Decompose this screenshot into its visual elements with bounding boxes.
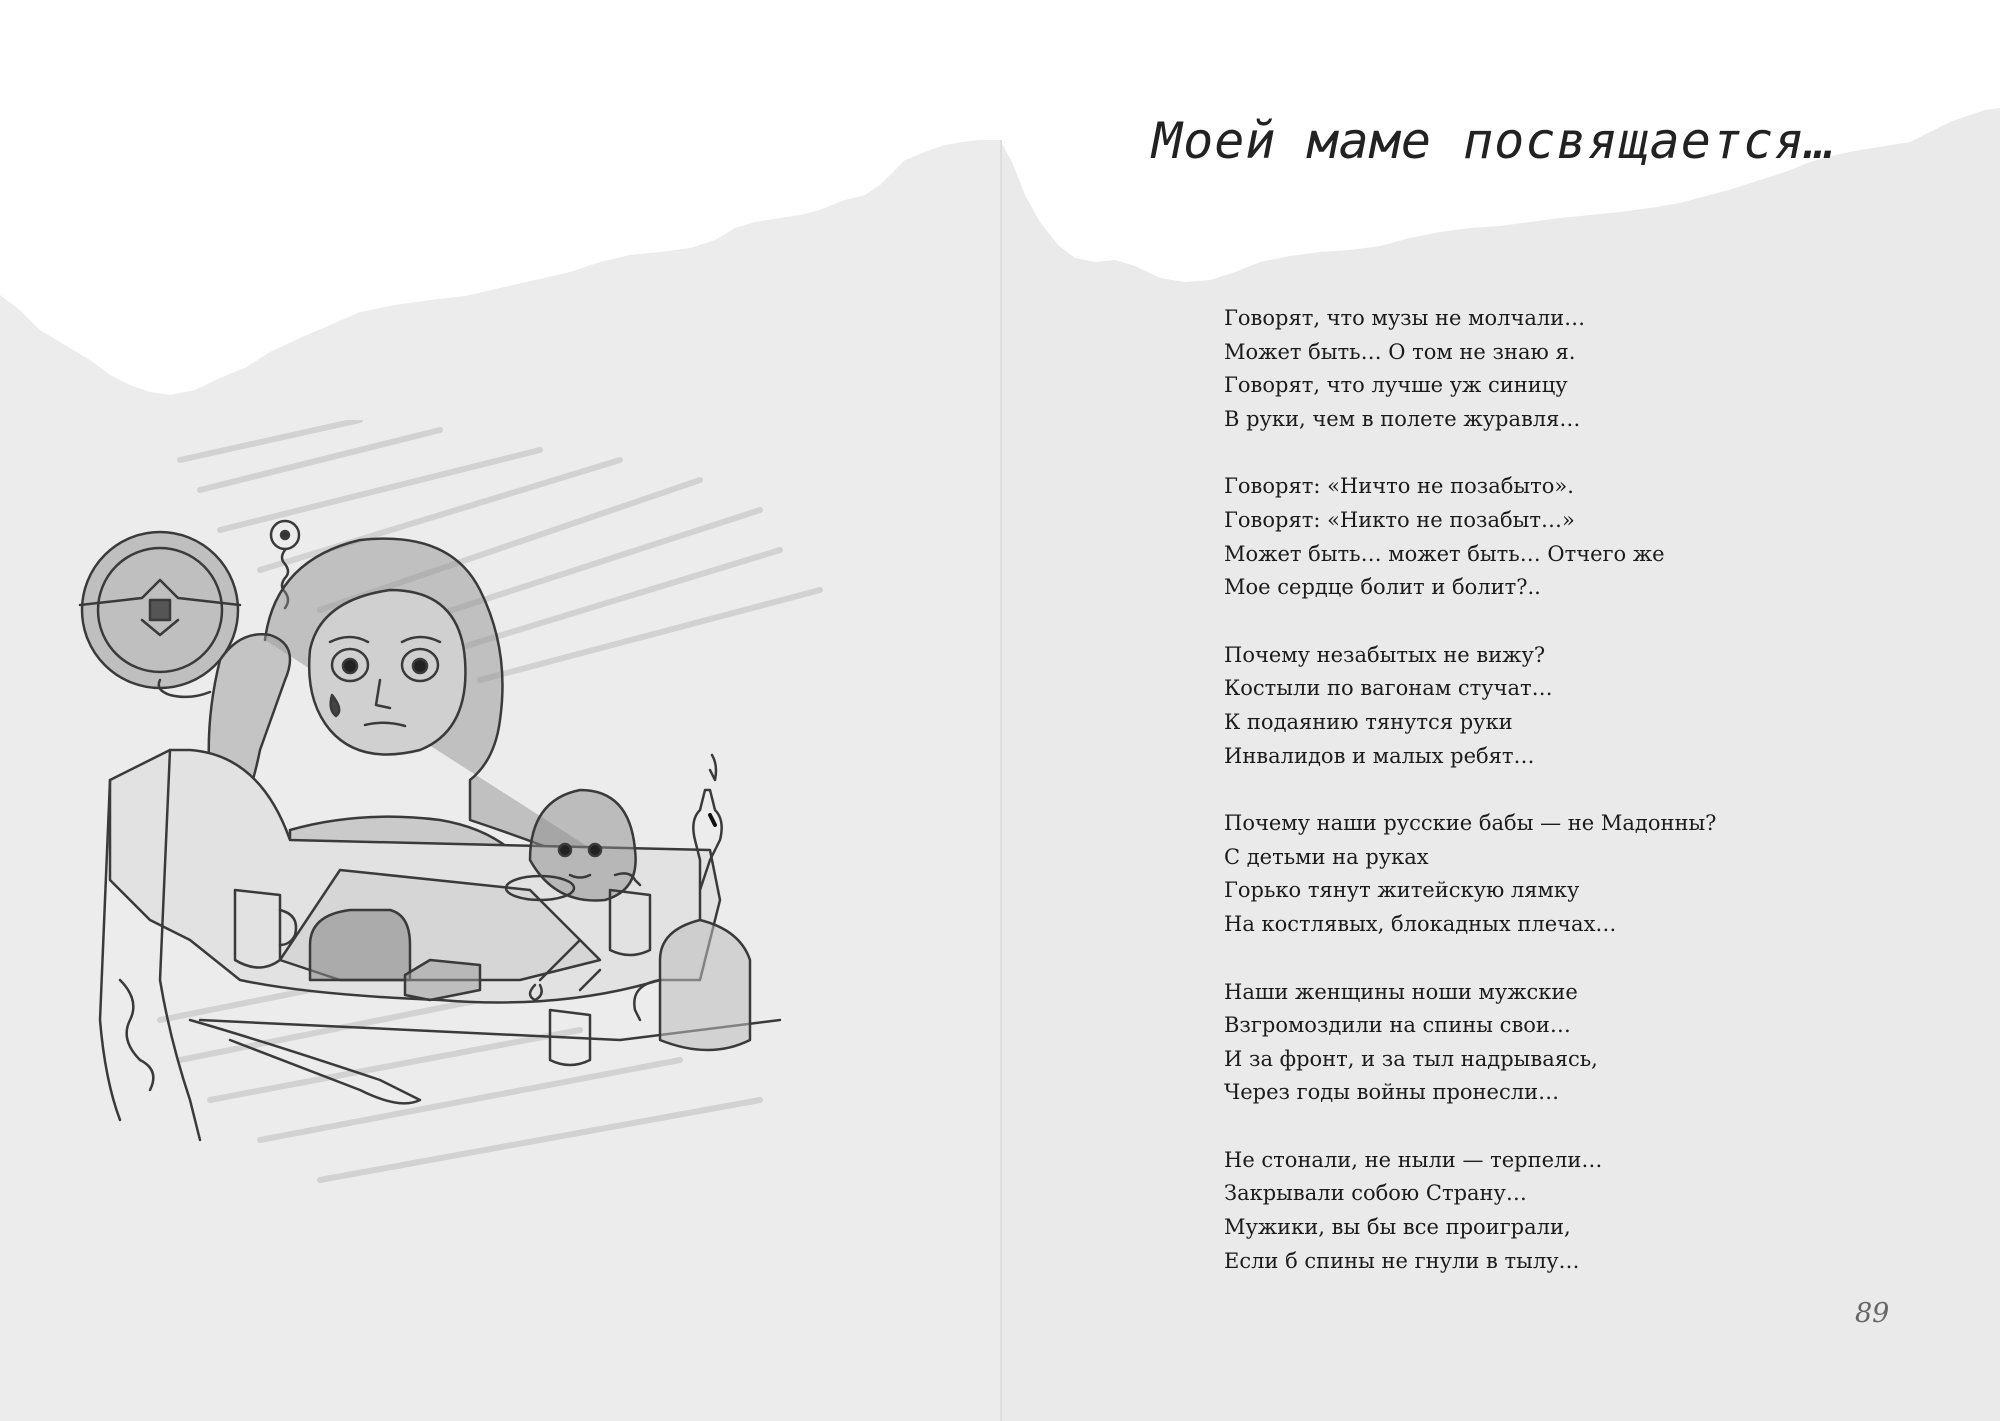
- stanza-1: [1224, 302, 1944, 436]
- poem-line: С детьми на руках: [1224, 844, 1429, 869]
- poem-line: Закрывали собою Страну…: [1224, 1181, 1527, 1206]
- poem-line: Если б спины не гнули в тылу…: [1224, 1248, 1580, 1273]
- stanza-6: [1224, 1144, 1944, 1278]
- poem-line: Мое сердце болит и болит?..: [1224, 575, 1541, 600]
- poem-line: Мужики, вы бы все проиграли,: [1224, 1215, 1571, 1240]
- pencil-sketch-woman-child-at-table-icon: [60, 420, 960, 1210]
- page-number: 89: [1855, 1298, 1890, 1329]
- poem-line: Почему наши русские бабы — не Мадонны?: [1224, 811, 1717, 836]
- poem-line: Инвалидов и малых ребят…: [1224, 743, 1535, 768]
- poem-line: Говорят: «Ничто не позабыто».: [1224, 474, 1574, 499]
- poem-line: И за фронт, и за тыл надрываясь,: [1224, 1046, 1598, 1071]
- stanza-2: [1224, 470, 1944, 604]
- poem-line: Может быть… может быть… Отчего же: [1224, 541, 1665, 566]
- poem-line: Горько тянут житейскую лямку: [1224, 878, 1580, 903]
- poem: [1224, 302, 1944, 1312]
- poem-line: Костыли по вагонам стучат…: [1224, 676, 1553, 701]
- stanza-4: [1224, 807, 1944, 941]
- poem-line: Говорят, что музы не молчали…: [1224, 306, 1586, 330]
- poem-line: Не стонали, не ныли — терпели…: [1224, 1147, 1603, 1172]
- page-title: Моей маме посвящается…: [1152, 112, 1837, 170]
- poem-line: К подаянию тянутся руки: [1224, 709, 1513, 734]
- poem-line: Взгромоздили на спины свои…: [1224, 1013, 1571, 1038]
- poem-line: Говорят, что лучше уж синицу: [1224, 373, 1568, 398]
- poem-line: Говорят: «Никто не позабыт…»: [1224, 507, 1575, 532]
- poem-line: Наши женщины ноши мужские: [1224, 979, 1578, 1004]
- stanza-3: [1224, 639, 1944, 773]
- poem-line: Может быть… О том не знаю я.: [1224, 339, 1576, 364]
- poem-line: В руки, чем в полете журавля…: [1224, 406, 1581, 431]
- right-page: [1000, 0, 2000, 1421]
- poem-line: Через годы войны пронесли…: [1224, 1080, 1560, 1105]
- poem-line: Почему незабытых не вижу?: [1224, 642, 1546, 667]
- stanza-5: [1224, 976, 1944, 1110]
- poem-line: На костлявых, блокадных плечах…: [1224, 911, 1617, 936]
